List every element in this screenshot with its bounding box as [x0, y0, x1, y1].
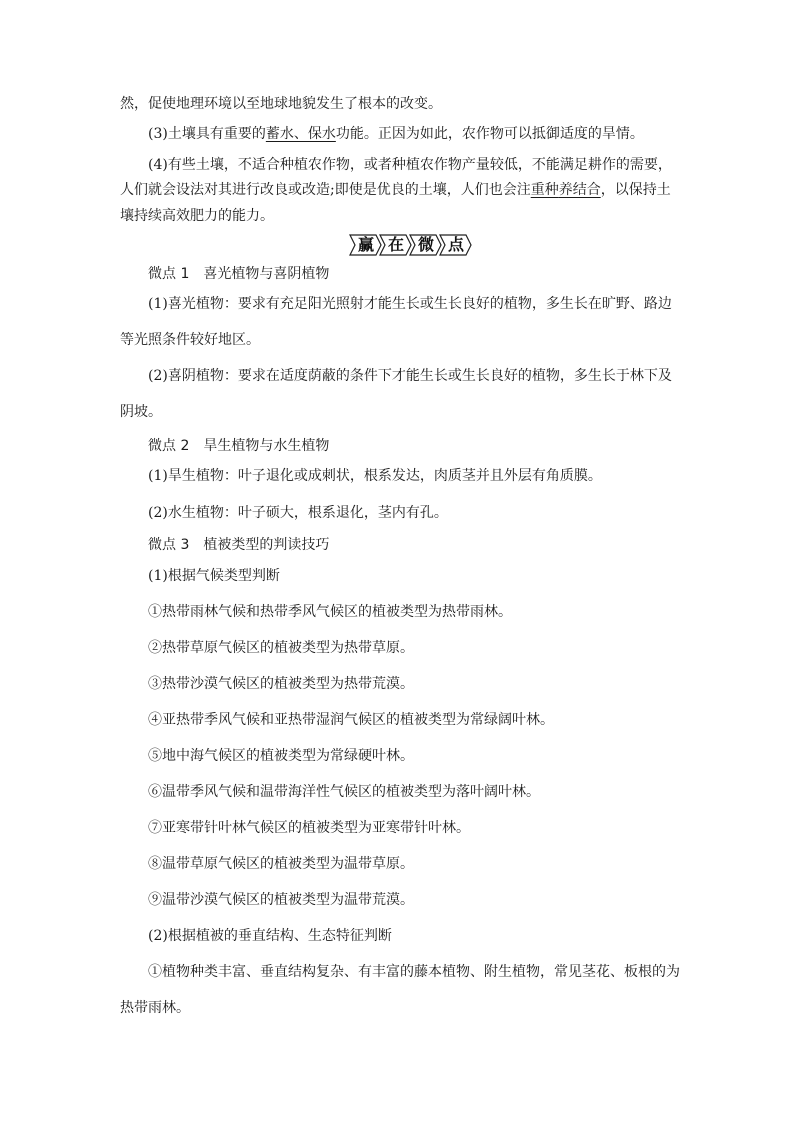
micro-point-2-line-a: (1)旱生植物：叶子退化或成刺状，根系发达，肉质茎并且外层有角质膜。 — [148, 468, 602, 484]
intro-line-1 — [120, 94, 442, 114]
micro-point-3-last-line-2: 热带雨林。 — [120, 1000, 190, 1016]
list-item: ③热带沙漠气候区的植被类型为热带荒漠。 — [148, 676, 414, 692]
list-item: ④亚热带季风气候和亚热带湿润气候区的植被类型为常绿阔叶林。 — [148, 712, 554, 728]
underlined-term: 蓄水、保水 — [265, 126, 336, 142]
text: (3)土壤具有重要的 — [148, 126, 266, 142]
banner-char-1: 赢 — [357, 235, 374, 254]
list-item: ⑨温带沙漠气候区的植被类型为温带荒漠。 — [148, 892, 414, 908]
micro-point-1-line-a1: (1)喜光植物：要求有充足阳光照射才能生长或生长良好的植物，多生长在旷野、路边 — [148, 296, 672, 312]
list-item: ①热带雨林气候和热带季风气候区的植被类型为热带雨林。 — [148, 604, 512, 620]
banner-char-3: 微 — [417, 235, 434, 254]
list-item: ⑥温带季风气候和温带海洋性气候区的植被类型为落叶阔叶林。 — [148, 784, 540, 800]
micro-point-1-line-b2: 阴坡。 — [120, 404, 162, 420]
paragraph-4-line-2 — [120, 180, 671, 200]
paragraph-4-line-3 — [120, 206, 274, 226]
list-item: ②热带草原气候区的植被类型为热带草原。 — [148, 640, 414, 656]
micro-point-2-line-b: (2)水生植物：叶子硕大，根系退化，茎内有孔。 — [148, 505, 448, 521]
list-item: ⑦亚寒带针叶林气候区的植被类型为亚寒带针叶林。 — [148, 820, 470, 836]
text: 功能。正因为如此，农作物可以抵御适度的旱情。 — [335, 126, 644, 142]
list-item: ⑧温带草原气候区的植被类型为温带草原。 — [148, 856, 414, 872]
micro-point-3-last-line-1: ①植物种类丰富、垂直结构复杂、有丰富的藤本植物、附生植物，常见茎花、板根的为 — [148, 964, 680, 980]
section-banner — [348, 233, 472, 257]
micro-point-3-subheading-1: (1)根据气候类型判断 — [148, 568, 280, 584]
micro-point-3-subheading-2: (2)根据植被的垂直结构、生态特征判断 — [148, 928, 392, 944]
paragraph-3 — [148, 124, 644, 144]
text: 壤持续高效肥力的能力。 — [120, 208, 274, 224]
banner-char-4: 点 — [447, 235, 464, 254]
underlined-term: 重种 — [530, 182, 559, 198]
micro-point-1-line-a2: 等光照条件较好地区。 — [120, 332, 260, 348]
micro-point-2-title: 微点 2 旱生植物与水生植物 — [148, 438, 330, 454]
text: (4)有些土壤，不适合种植农作物，或者种植农作物产量较低，不能满足耕作的需要， — [148, 157, 672, 173]
paragraph-4-line-1 — [148, 155, 672, 175]
underlined-term: 养结合 — [558, 182, 601, 198]
micro-point-3-title: 微点 3 植被类型的判读技巧 — [148, 537, 330, 553]
list-item: ⑤地中海气候区的植被类型为常绿硬叶林。 — [148, 748, 414, 764]
micro-point-1-title: 微点 1 喜光植物与喜阴植物 — [148, 266, 330, 282]
micro-point-1-line-b1: (2)喜阴植物：要求在适度荫蔽的条件下才能生长或生长良好的植物，多生长于林下及 — [148, 368, 672, 384]
text: 然，促使地理环境以至地球地貌发生了根本的改变。 — [120, 96, 442, 112]
banner-char-2: 在 — [387, 235, 404, 254]
text: 人们就会设法对其进行改良或改造;即使是优良的土壤，人们也会注 — [120, 182, 531, 198]
text: ，以保持土 — [600, 182, 671, 198]
